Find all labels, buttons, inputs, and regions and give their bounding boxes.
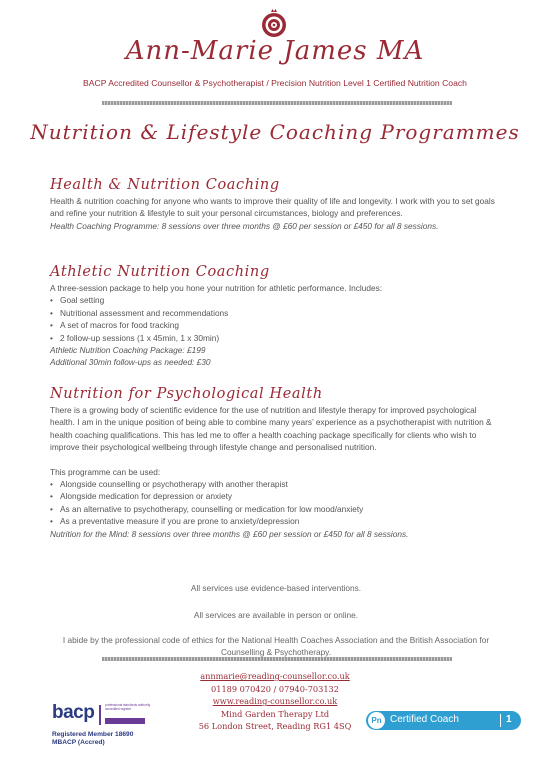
practice-name: Mind Garden Therapy Ltd — [220, 708, 330, 719]
section-athletic-coaching — [50, 264, 502, 369]
email-link[interactable]: annmarie@reading-counsellor.co.uk — [200, 671, 350, 681]
pn-logo-icon: Pn — [368, 712, 385, 729]
list-item: • Nutritional assessment and recommendations — [50, 307, 502, 319]
section-title: Health & Nutrition Coaching — [50, 177, 280, 193]
list-item: • 2 follow-up sessions (1 x 45min, 1 x 30min) — [50, 332, 502, 344]
top-divider — [102, 101, 452, 105]
credentials-tagline: BACP Accredited Counsellor & Psychotherapist / Precision Nutrition Level 1 Certified Nutrition Coach — [83, 78, 467, 88]
section-title: Athletic Nutrition Coaching — [50, 264, 270, 280]
phone-numbers: 01189 070420 / 07940-703132 — [211, 683, 339, 694]
section-price: Nutrition for the Mind: 8 sessions over three months @ £60 per session or £450 for all 8 sessions. — [50, 528, 409, 539]
registered-member: Registered Member 18690 — [52, 731, 134, 738]
section-health-coaching — [50, 177, 502, 232]
section-intro: A three-session package to help you hone your nutrition for athletic performance. Includes: — [50, 283, 383, 293]
contact-block — [150, 670, 400, 733]
bacp-divider — [99, 705, 101, 725]
author-name: Ann-Marie James MA — [125, 36, 425, 66]
address: 56 London Street, Reading RG1 4SQ — [198, 721, 352, 732]
pn-level: 1 — [506, 714, 512, 725]
bacp-registration — [52, 731, 133, 747]
bacp-badge — [52, 702, 172, 752]
pn-certified-coach-badge — [366, 711, 521, 730]
pn-label: Certified Coach — [390, 714, 459, 725]
section-body: There is a growing body of scientific evidence for the use of nutrition and lifestyle therapy for improved psychological health. I am in the unique position of being able to combine many years’ experience as a psychotherapist with nutrition & health coaching qualifications. This has led me to offer a health coaching package specifically for clients who wish to improve their psychological wellbeing through lifestyle change and personalised nutrition. — [50, 405, 492, 453]
section-price: Health Coaching Programme: 8 sessions over three months @ £60 per session or £450 for all 8 sessions. — [50, 220, 439, 231]
website-link[interactable]: www.reading-counsellor.co.uk — [212, 696, 338, 707]
accredited-register-mark — [105, 718, 145, 724]
accreditation: MBACP (Accred) — [52, 739, 105, 746]
uses-list — [50, 478, 502, 528]
availability-note: All services are available in person or online. — [193, 610, 359, 620]
list-item: • As a preventative measure if you are prone to anxiety/depression — [50, 515, 502, 527]
ethics-note: I abide by the professional code of ethics for the National Health Coaches Association and the British Association for Counselling & Psychotherapy. — [62, 635, 490, 658]
list-item: • Alongside medication for depression or anxiety — [50, 490, 502, 502]
package-price: Athletic Nutrition Coaching Package: £199 — [50, 345, 206, 356]
evidence-note: All services use evidence-based interventions. — [190, 583, 362, 593]
section-psychological-health — [50, 386, 502, 540]
athletic-includes-list — [50, 294, 502, 344]
pn-separator — [500, 714, 501, 727]
bacp-logo: bacp — [52, 702, 95, 723]
pomegranate-logo-icon — [259, 8, 289, 38]
bottom-divider — [102, 657, 452, 661]
bacp-authority-text: professional standards authority accredited register — [105, 703, 151, 711]
list-item: • As an alternative to psychotherapy, counselling or medication for low mood/anxiety — [50, 503, 502, 515]
uses-intro: This programme can be used: — [50, 466, 161, 477]
section-title: Nutrition for Psychological Health — [50, 386, 323, 402]
followup-price: Additional 30min follow-ups as needed: £30 — [50, 357, 211, 368]
list-item: • A set of macros for food tracking — [50, 319, 502, 331]
page-title: Nutrition & Lifestyle Coaching Programmes — [30, 120, 520, 144]
list-item: • Goal setting — [50, 294, 502, 306]
section-body: Health & nutrition coaching for anyone who wants to improve their quality of life and longevity. I work with you to set goals and refine your nutrition & lifestyle to suit your personal circumstances, biology and preferences. — [50, 196, 495, 219]
list-item: • Alongside counselling or psychotherapy with another therapist — [50, 478, 502, 490]
